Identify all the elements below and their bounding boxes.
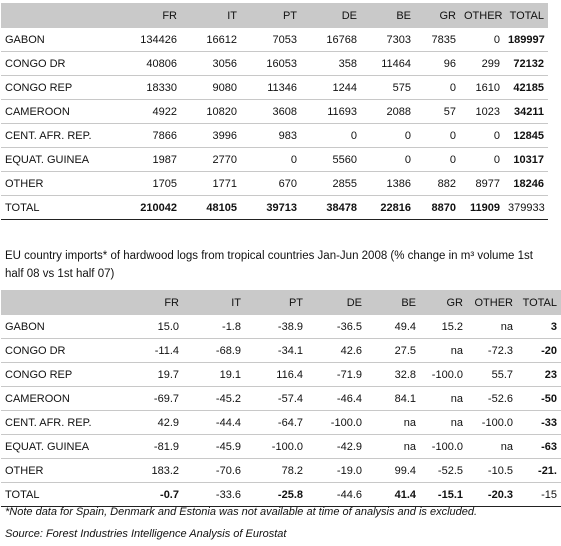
total-cell: -20.3 <box>467 483 517 507</box>
table-cell: -21. <box>517 459 561 483</box>
table-cell: 7866 <box>121 124 181 148</box>
table-cell: 7053 <box>241 28 301 52</box>
table-cell: 0 <box>361 124 415 148</box>
table-cell: -81.9 <box>121 435 183 459</box>
table-cell: 1023 <box>460 100 504 124</box>
table-cell: 1771 <box>181 172 241 196</box>
table-cell: -44.4 <box>183 411 245 435</box>
column-header: IT <box>181 3 241 28</box>
table-cell: na <box>420 411 467 435</box>
table-cell: 0 <box>415 148 460 172</box>
table-cell: -50 <box>517 387 561 411</box>
table-cell: 12845 <box>504 124 548 148</box>
table-cell: -45.2 <box>183 387 245 411</box>
table-row <box>1 411 561 435</box>
table-cell: na <box>366 435 420 459</box>
table-cell: 2088 <box>361 100 415 124</box>
row-label: TOTAL <box>1 483 121 507</box>
table-cell: 11346 <box>241 76 301 100</box>
table-cell: -42.9 <box>307 435 366 459</box>
table-cell: 0 <box>460 124 504 148</box>
row-label: CONGO REP <box>1 76 121 100</box>
column-header: FR <box>121 3 181 28</box>
column-header: IT <box>183 290 245 315</box>
table-cell: 983 <box>241 124 301 148</box>
table-row <box>1 148 548 172</box>
table-cell: 0 <box>460 148 504 172</box>
table-cell: 5560 <box>301 148 361 172</box>
table-cell: 134426 <box>121 28 181 52</box>
table-row <box>1 52 548 76</box>
table-cell: na <box>467 315 517 339</box>
table-cell: 34211 <box>504 100 548 124</box>
table-cell: 2770 <box>181 148 241 172</box>
table-row <box>1 387 561 411</box>
table-cell: -57.4 <box>245 387 307 411</box>
table-row <box>1 172 548 196</box>
table-cell: 0 <box>460 28 504 52</box>
table-cell: 18246 <box>504 172 548 196</box>
table-cell: -52.5 <box>420 459 467 483</box>
table-cell: -19.0 <box>307 459 366 483</box>
table-cell: 3996 <box>181 124 241 148</box>
table-cell: 16053 <box>241 52 301 76</box>
table-cell: 72132 <box>504 52 548 76</box>
column-header: OTHER <box>460 3 504 28</box>
table-cell: -20 <box>517 339 561 363</box>
table-cell: 7303 <box>361 28 415 52</box>
column-header: BE <box>366 290 420 315</box>
table-cell: -1.8 <box>183 315 245 339</box>
table-row <box>1 76 548 100</box>
table-cell: 19.7 <box>121 363 183 387</box>
row-label: CENT. AFR. REP. <box>1 124 121 148</box>
table-cell: 8977 <box>460 172 504 196</box>
table-cell: 0 <box>241 148 301 172</box>
total-cell: 379933 <box>504 196 548 220</box>
table-cell: 0 <box>415 76 460 100</box>
total-cell: -0.7 <box>121 483 183 507</box>
row-label: OTHER <box>1 459 121 483</box>
table-cell: 2855 <box>301 172 361 196</box>
table-cell: -63 <box>517 435 561 459</box>
table-cell: 4922 <box>121 100 181 124</box>
table-cell: 40806 <box>121 52 181 76</box>
table-cell: -34.1 <box>245 339 307 363</box>
table-cell: 15.2 <box>420 315 467 339</box>
table-cell: -38.9 <box>245 315 307 339</box>
row-label: CAMEROON <box>1 387 121 411</box>
table-cell: na <box>420 339 467 363</box>
table-cell: 16768 <box>301 28 361 52</box>
table-cell: 882 <box>415 172 460 196</box>
table-cell: 10820 <box>181 100 241 124</box>
column-header <box>1 3 121 28</box>
table-cell: 19.1 <box>183 363 245 387</box>
total-cell: 22816 <box>361 196 415 220</box>
table-cell: -100.0 <box>467 411 517 435</box>
table-cell: 575 <box>361 76 415 100</box>
column-header: DE <box>307 290 366 315</box>
table-cell: 57 <box>415 100 460 124</box>
row-label: CENT. AFR. REP. <box>1 411 121 435</box>
table-cell: 3 <box>517 315 561 339</box>
table-cell: na <box>420 387 467 411</box>
table-cell: 84.1 <box>366 387 420 411</box>
column-header: TOTAL <box>504 3 548 28</box>
table-cell: 358 <box>301 52 361 76</box>
table-cell: -33 <box>517 411 561 435</box>
table-cell: 16612 <box>181 28 241 52</box>
total-cell: 8870 <box>415 196 460 220</box>
row-label: CONGO DR <box>1 52 121 76</box>
column-header: GR <box>415 3 460 28</box>
column-header: GR <box>420 290 467 315</box>
total-cell: 210042 <box>121 196 181 220</box>
total-cell: -44.6 <box>307 483 366 507</box>
table-cell: 116.4 <box>245 363 307 387</box>
row-label: OTHER <box>1 172 121 196</box>
table-cell: 183.2 <box>121 459 183 483</box>
table-cell: -10.5 <box>467 459 517 483</box>
column-header: TOTAL <box>517 290 561 315</box>
column-header: OTHER <box>467 290 517 315</box>
total-cell: 39713 <box>241 196 301 220</box>
row-label: CAMEROON <box>1 100 121 124</box>
table-cell: -69.7 <box>121 387 183 411</box>
table-cell: 0 <box>415 124 460 148</box>
table-cell: 7835 <box>415 28 460 52</box>
table-cell: 15.0 <box>121 315 183 339</box>
row-label: CONGO DR <box>1 339 121 363</box>
table-row <box>1 100 548 124</box>
table-cell: -100.0 <box>245 435 307 459</box>
total-cell: 48105 <box>181 196 241 220</box>
total-cell: -33.6 <box>183 483 245 507</box>
table-cell: 670 <box>241 172 301 196</box>
row-label: GABON <box>1 28 121 52</box>
table-cell: 11464 <box>361 52 415 76</box>
row-label: GABON <box>1 315 121 339</box>
table-cell: na <box>467 435 517 459</box>
table-row <box>1 459 561 483</box>
source-line: Source: Forest Industries Intelligence Analysis of Eurostat <box>5 528 287 540</box>
table-cell: -100.0 <box>420 363 467 387</box>
column-header <box>1 290 121 315</box>
table-cell: 9080 <box>181 76 241 100</box>
header-row <box>1 3 548 28</box>
table-cell: 42.9 <box>121 411 183 435</box>
change-table <box>1 290 561 507</box>
column-header: FR <box>121 290 183 315</box>
table-cell: 0 <box>301 124 361 148</box>
table-cell: -72.3 <box>467 339 517 363</box>
table-cell: 10317 <box>504 148 548 172</box>
table-cell: 27.5 <box>366 339 420 363</box>
table-cell: -45.9 <box>183 435 245 459</box>
table-cell: 32.8 <box>366 363 420 387</box>
table-cell: 3608 <box>241 100 301 124</box>
table-cell: 299 <box>460 52 504 76</box>
footnote: *Note data for Spain, Denmark and Estonia was not available at time of analysis and is excluded. <box>5 506 478 518</box>
table-row <box>1 315 561 339</box>
column-header: PT <box>241 3 301 28</box>
total-cell: -15 <box>517 483 561 507</box>
row-label: CONGO REP <box>1 363 121 387</box>
table-cell: 11693 <box>301 100 361 124</box>
table-cell: -71.9 <box>307 363 366 387</box>
table-cell: 55.7 <box>467 363 517 387</box>
table-cell: 1244 <box>301 76 361 100</box>
table-cell: 0 <box>361 148 415 172</box>
row-label: EQUAT. GUINEA <box>1 148 121 172</box>
table-row <box>1 435 561 459</box>
header-row <box>1 290 561 315</box>
column-header: PT <box>245 290 307 315</box>
total-cell: 38478 <box>301 196 361 220</box>
column-header: DE <box>301 3 361 28</box>
table-cell: -46.4 <box>307 387 366 411</box>
table-cell: 1386 <box>361 172 415 196</box>
table-cell: -100.0 <box>307 411 366 435</box>
total-row <box>1 196 548 220</box>
volume-table <box>1 3 548 220</box>
table-cell: 23 <box>517 363 561 387</box>
row-label: EQUAT. GUINEA <box>1 435 121 459</box>
table-cell: -11.4 <box>121 339 183 363</box>
table-cell: 3056 <box>181 52 241 76</box>
table-cell: 1610 <box>460 76 504 100</box>
table-cell: 99.4 <box>366 459 420 483</box>
column-header: BE <box>361 3 415 28</box>
table-cell: 96 <box>415 52 460 76</box>
table-cell: -70.6 <box>183 459 245 483</box>
table-cell: 1987 <box>121 148 181 172</box>
total-cell: -15.1 <box>420 483 467 507</box>
table-cell: 42185 <box>504 76 548 100</box>
table-row <box>1 339 561 363</box>
table-cell: -64.7 <box>245 411 307 435</box>
table-row <box>1 28 548 52</box>
table-cell: 42.6 <box>307 339 366 363</box>
table-caption: EU country imports* of hardwood logs from tropical countries Jan-Jun 2008 (% change in m³ volume 1st half 08 vs 1st half 07) <box>5 250 533 280</box>
table-row <box>1 363 561 387</box>
table-cell: na <box>366 411 420 435</box>
table-cell: 1705 <box>121 172 181 196</box>
table-cell: 49.4 <box>366 315 420 339</box>
table-cell: -52.6 <box>467 387 517 411</box>
table-cell: -68.9 <box>183 339 245 363</box>
table-row <box>1 124 548 148</box>
total-cell: 11909 <box>460 196 504 220</box>
table-cell: -36.5 <box>307 315 366 339</box>
table-cell: -100.0 <box>420 435 467 459</box>
total-cell: -25.8 <box>245 483 307 507</box>
total-cell: 41.4 <box>366 483 420 507</box>
table-cell: 18330 <box>121 76 181 100</box>
total-row <box>1 483 561 507</box>
table-cell: 78.2 <box>245 459 307 483</box>
table-cell: 189997 <box>504 28 548 52</box>
row-label: TOTAL <box>1 196 121 220</box>
